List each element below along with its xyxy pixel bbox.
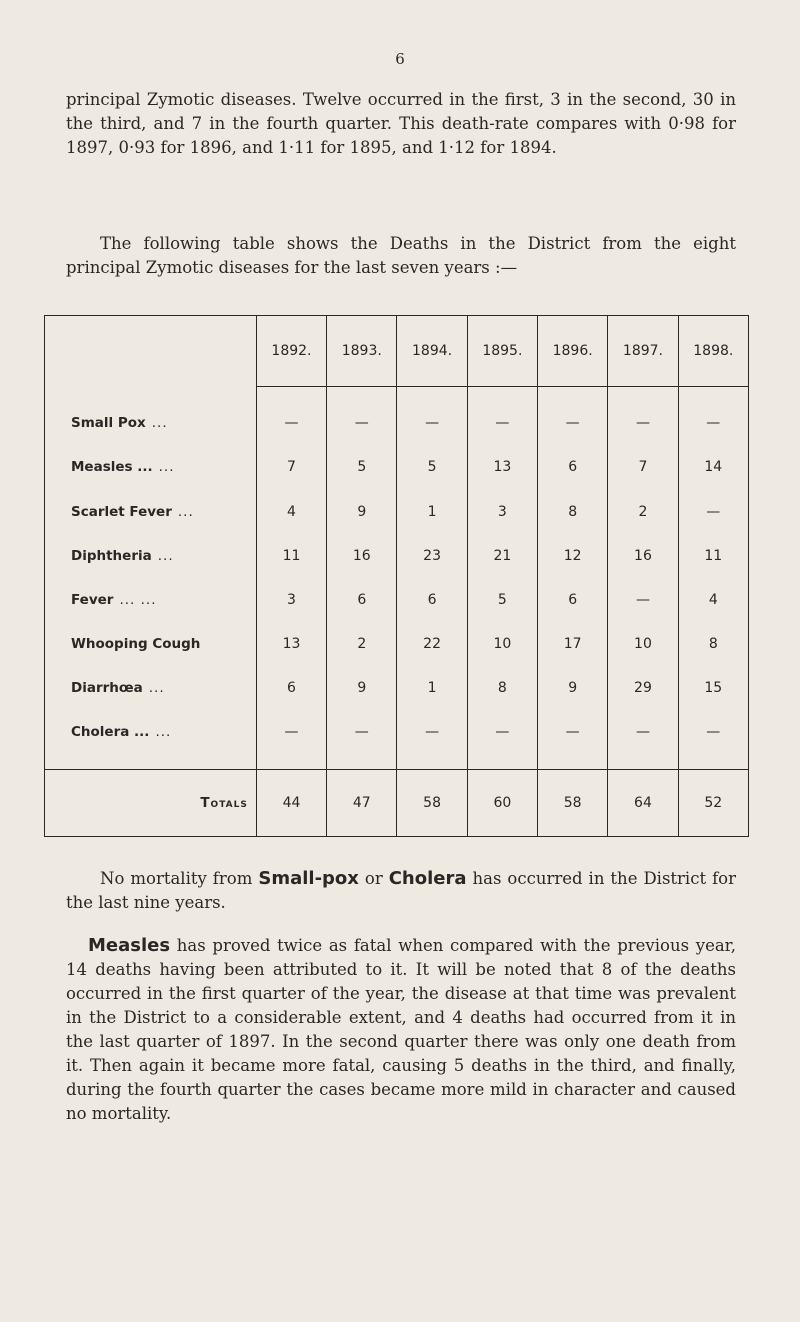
- row-label: Diarrhœa: [71, 680, 143, 697]
- year-header: 1897.: [608, 316, 678, 387]
- table-cell: —: [608, 710, 678, 754]
- table-cell: 12: [538, 534, 608, 578]
- total-cell: 58: [397, 769, 467, 836]
- table-cell: 6: [327, 578, 397, 622]
- table-cell: —: [327, 387, 397, 446]
- table-cell: —: [256, 710, 326, 754]
- table-cell: —: [538, 387, 608, 446]
- table-cell: 6: [538, 445, 608, 489]
- table-cell: —: [678, 489, 748, 533]
- table-spacer-row: [45, 755, 748, 770]
- total-cell: 47: [327, 769, 397, 836]
- year-header: 1892.: [256, 316, 326, 387]
- intro-paragraph: principal Zymotic diseases. Twelve occurred in the first, 3 in the second, 30 in the third, and 7 in the fourth quarter. This death-rate compares with 0·98 for 1897, 0·93 for 1896, and 1·11 for 1895, and 1·12 for 1894.: [66, 90, 736, 157]
- table-intro-paragraph: The following table shows the Deaths in the District from the eight principal Zymotic diseases for the last seven years :—: [66, 234, 736, 277]
- table-cell: —: [608, 387, 678, 446]
- table-cell: 16: [608, 534, 678, 578]
- note-text: or: [358, 869, 389, 888]
- table-cell: —: [397, 710, 467, 754]
- year-header: 1894.: [397, 316, 467, 387]
- table-cell: 10: [608, 622, 678, 666]
- table-cell: 4: [678, 578, 748, 622]
- total-cell: 44: [256, 769, 326, 836]
- leader-dots: ...: [158, 459, 175, 476]
- row-label: Whooping Cough: [71, 636, 201, 653]
- small-pox-term: Small-pox: [258, 868, 359, 889]
- table-cell: 2: [608, 489, 678, 533]
- table-row: [45, 387, 748, 446]
- table-cell: —: [678, 710, 748, 754]
- row-label: Scarlet Fever: [71, 503, 172, 520]
- table-cell: 9: [327, 666, 397, 710]
- leader-dots: ...: [155, 724, 172, 741]
- table-cell: 16: [327, 534, 397, 578]
- table-cell: 4: [256, 489, 326, 533]
- row-label: Diphtheria: [71, 547, 152, 564]
- table-cell: 1: [397, 666, 467, 710]
- table-cell: 9: [327, 489, 397, 533]
- table-cell: 13: [467, 445, 537, 489]
- measles-term: Measles: [88, 935, 171, 956]
- table-header-row: [45, 316, 748, 387]
- leader-dots: ... ...: [119, 591, 157, 608]
- leader-dots: ...: [157, 547, 174, 564]
- leader-dots: ...: [151, 414, 168, 431]
- table-cell: 15: [678, 666, 748, 710]
- totals-row: [45, 769, 748, 836]
- table-cell: 29: [608, 666, 678, 710]
- row-label: Fever: [71, 591, 114, 608]
- table-row: [45, 578, 748, 622]
- table-cell: 9: [538, 666, 608, 710]
- table-cell: —: [467, 710, 537, 754]
- measles-text: has proved twice as fatal when compared with the previous year, 14 deaths having been attributed to it. It will be noted that 8 of the deaths occurred in the first quarter of the year, the disease at that time was prevalent in the District to a considerable extent, and 4 deaths had occurred from it in the last quarter of 1897. In the second quarter there was only one death from it. Then again it became more fatal, causing 5 deaths in the third, and finally, during the fourth quarter the cases became more mild in character and caused no mortality.: [66, 936, 736, 1123]
- note-text: No mortality from: [100, 869, 259, 888]
- table-row: [45, 622, 748, 666]
- table-cell: 23: [397, 534, 467, 578]
- table-cell: —: [397, 387, 467, 446]
- table-cell: 5: [467, 578, 537, 622]
- leader-dots: ...: [148, 680, 165, 697]
- table-cell: 7: [256, 445, 326, 489]
- table-row: [45, 534, 748, 578]
- table-cell: —: [327, 710, 397, 754]
- table-cell: 6: [256, 666, 326, 710]
- year-header: 1893.: [327, 316, 397, 387]
- note-text: has occurred in the District for the last nine years.: [66, 869, 736, 912]
- total-cell: 58: [538, 769, 608, 836]
- table-cell: 11: [678, 534, 748, 578]
- zymotic-deaths-table: [44, 315, 749, 837]
- table-cell: 10: [467, 622, 537, 666]
- table-cell: 8: [467, 666, 537, 710]
- table-cell: —: [467, 387, 537, 446]
- row-label: Measles ...: [71, 459, 153, 476]
- table-cell: 5: [397, 445, 467, 489]
- table-cell: 6: [538, 578, 608, 622]
- table-cell: 1: [397, 489, 467, 533]
- table-cell: 8: [538, 489, 608, 533]
- total-cell: 60: [467, 769, 537, 836]
- table-cell: 8: [678, 622, 748, 666]
- cholera-term: Cholera: [388, 868, 467, 889]
- table-cell: 17: [538, 622, 608, 666]
- row-label: Small Pox: [71, 414, 146, 431]
- measles-paragraph: [66, 934, 736, 1126]
- page-number: 6: [395, 50, 405, 68]
- year-header: 1895.: [467, 316, 537, 387]
- table-cell: 13: [256, 622, 326, 666]
- table-row: [45, 666, 748, 710]
- table-cell: 7: [608, 445, 678, 489]
- table-cell: —: [678, 387, 748, 446]
- table-cell: 3: [256, 578, 326, 622]
- total-cell: 64: [608, 769, 678, 836]
- header-blank-cell: [45, 316, 256, 387]
- leader-dots: ...: [177, 503, 194, 520]
- mortality-note: [66, 867, 736, 915]
- table-row: [45, 445, 748, 489]
- row-label: Cholera ...: [71, 724, 150, 741]
- table-cell: 21: [467, 534, 537, 578]
- table-cell: 14: [678, 445, 748, 489]
- table-cell: —: [608, 578, 678, 622]
- year-header: 1898.: [678, 316, 748, 387]
- table-cell: 6: [397, 578, 467, 622]
- table-row: [45, 710, 748, 754]
- table-cell: 2: [327, 622, 397, 666]
- table-cell: 22: [397, 622, 467, 666]
- total-cell: 52: [678, 769, 748, 836]
- totals-label: Totals: [45, 769, 256, 836]
- table-row: [45, 489, 748, 533]
- table-cell: 3: [467, 489, 537, 533]
- year-header: 1896.: [538, 316, 608, 387]
- table-cell: —: [256, 387, 326, 446]
- table-cell: —: [538, 710, 608, 754]
- table-cell: 11: [256, 534, 326, 578]
- table-cell: 5: [327, 445, 397, 489]
